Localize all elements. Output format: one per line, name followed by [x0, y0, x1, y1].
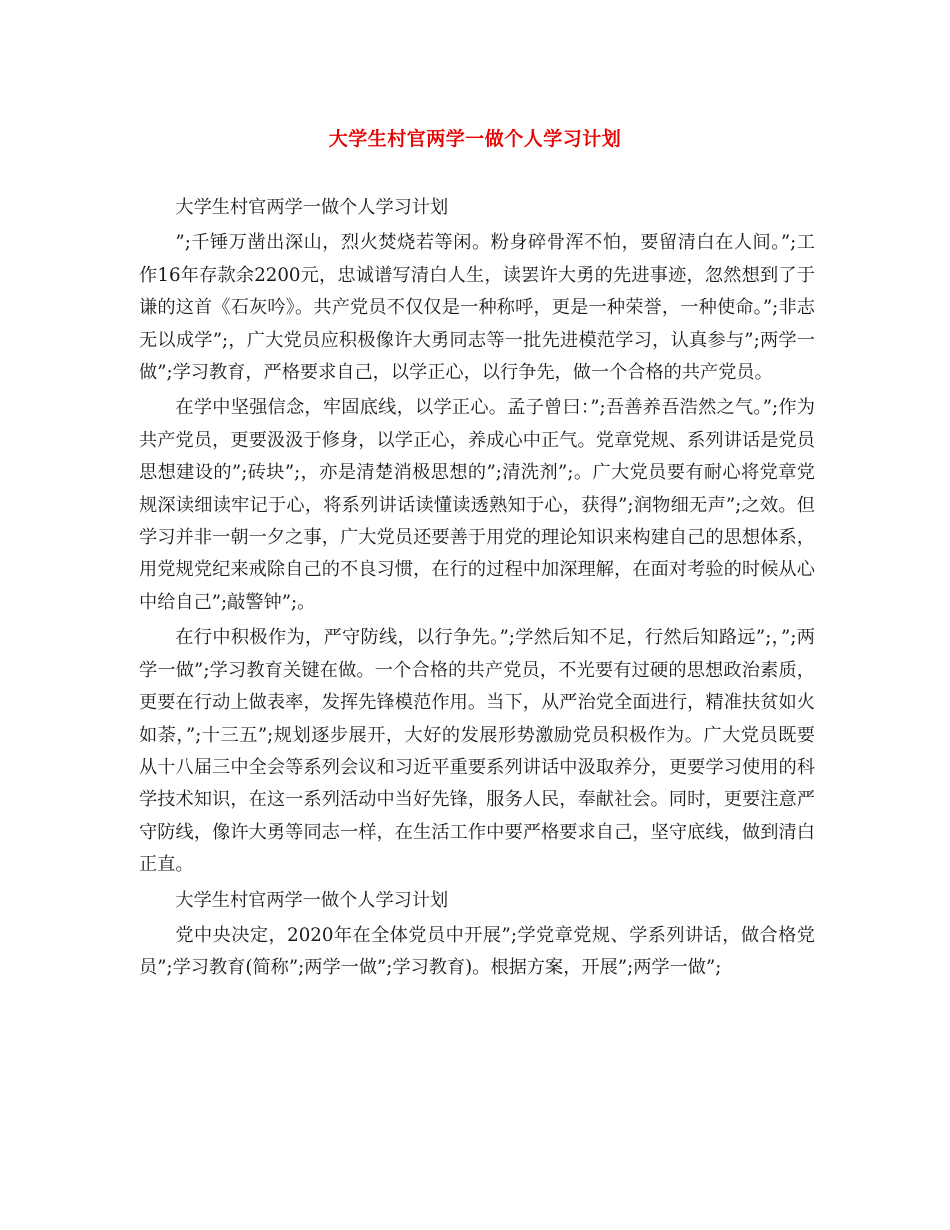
paragraph-subtitle: 大学生村官两学一做个人学习计划 — [175, 889, 449, 911]
document-title: 大学生村官两学一做个人学习计划 — [328, 128, 622, 150]
document-body — [139, 192, 815, 988]
paragraph-subtitle: 大学生村官两学一做个人学习计划 — [175, 197, 449, 218]
paragraph: 在行中积极作为，严守防线，以行争先。”;学然后知不足，行然后知路远”;，”;两学一做”;学习教育关键在做。一个合格的共产党员，不光要有过硬的思想政治素质，更要在行动上做表率，发挥先锋模范作用。当下，从严治党全面进行，精准扶贫如火如荼，”;十三五”;规划逐步展开，大好的发展形势激励党员积极作为。广大党员既要从十八届三中全会等系列会议和习近平重要系列讲话中汲取养分，更要学习使用的科学技术知识，在这一系列活动中当好先锋，服务人民，奉献社会。同时，更要注意严守防线，像许大勇等同志一样，在生活工作中要严格要求自己，坚守底线，做到清白正直。 — [139, 627, 815, 876]
paragraph: ”;千锤万凿出深山，烈火焚烧若等闲。粉身碎骨浑不怕，要留清白在人间。”;工作16年存款余2200元，忠诚谱写清白人生，读罢许大勇的先进事迹，忽然想到了于谦的这首《石灰吟》。共产党员不仅仅是一种称呼，更是一种荣誉，一种使命。”;非志无以成学”;，广大党员应积极像许大勇同志等一批先进模范学习，认真参与”;两学一做”;学习教育，严格要求自己，以学正心，以行争先，做一个合格的共产党员。 — [139, 232, 815, 384]
paragraph: 在学中坚强信念，牢固底线，以学正心。孟子曾曰：”;吾善养吾浩然之气。”;作为共产党员，更要汲汲于修身，以学正心，养成心中正气。党章党规、系列讲话是党员思想建设的”;砖块”;，亦是清楚消极思想的”;清洗剂”;。广大党员要有耐心将党章党规深读细读牢记于心，将系列讲话读懂读透熟知于心，获得”;润物细无声”;之效。但学习并非一朝一夕之事，广大党员还要善于用党的理论知识来构建自己的思想体系，用党规党纪来戒除自己的不良习惯，在行的过程中加深理解，在面对考验的时候从心中给自己”;敲警钟”;。 — [139, 397, 815, 613]
paragraph: 党中央决定，2020年在全体党员中开展”;学党章党规、学系列讲话，做合格党员”;学习教育(简称”;两学一做”;学习教育)。根据方案，开展”;两学一做”; — [139, 924, 815, 979]
